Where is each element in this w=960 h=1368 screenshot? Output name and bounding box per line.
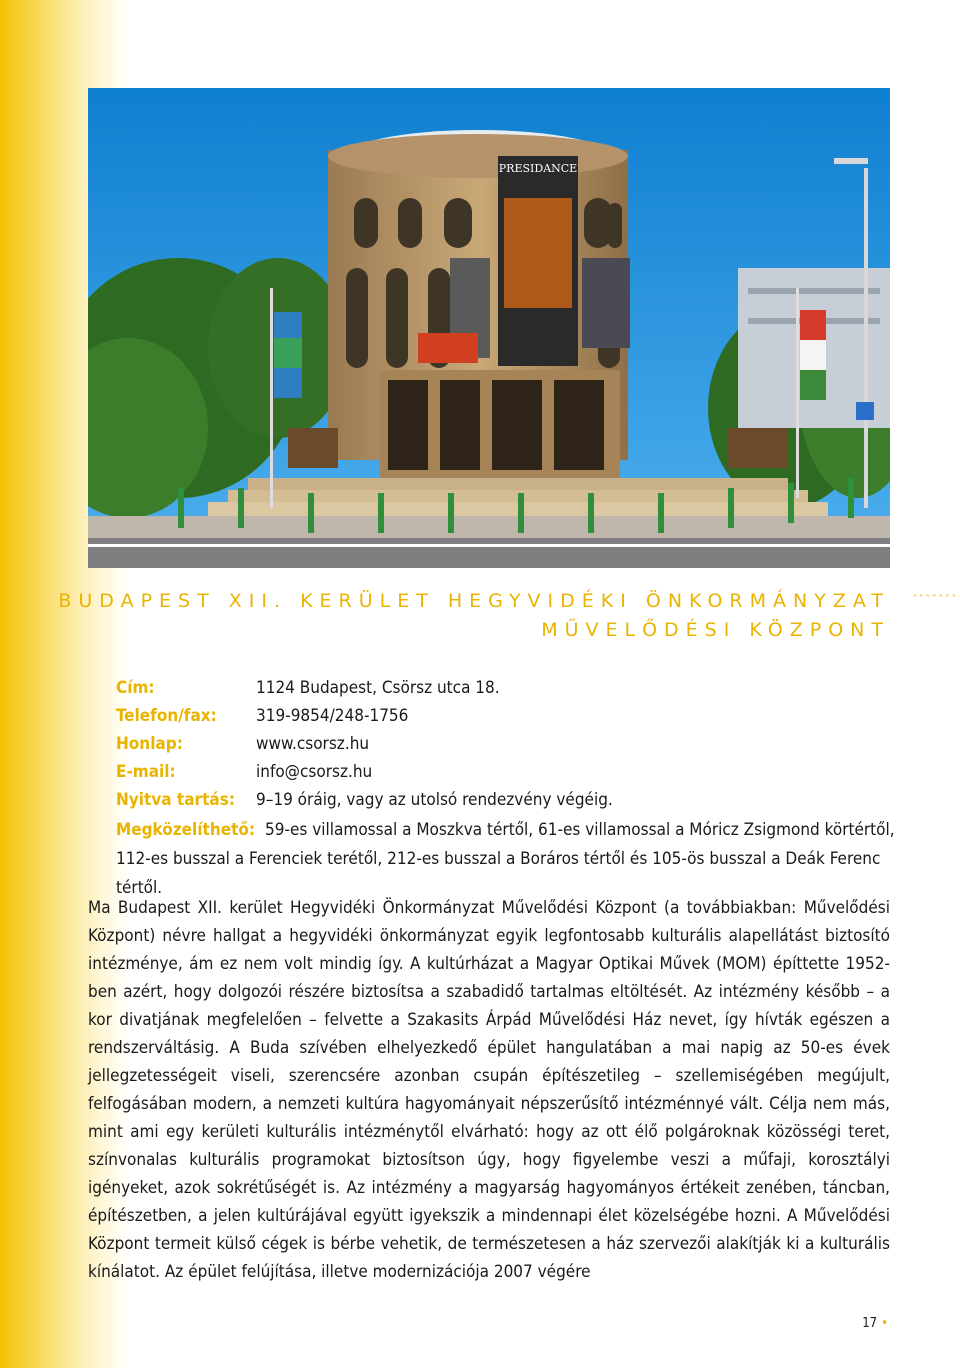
bullet-icon: • — [881, 1316, 888, 1331]
institution-title-line2: MŰVELŐDÉSI KÖZPONT — [541, 619, 890, 641]
contact-info — [116, 674, 906, 903]
title-decoration: ˄˅˄˅˄˅˄ — [912, 594, 958, 605]
page-number-value: 17 — [862, 1316, 878, 1331]
building-photo — [88, 88, 890, 568]
info-value: 59-es villamossal a Moszkva tértől, 61-es villamossal a Móricz Zsigmond körtértől, 112-es busszal a Ferenciek terétől, 212-es busszal a Boráros tértől és 105-ös busszal a Deák Ferenc tértől. — [116, 820, 895, 898]
info-label: Honlap: — [116, 734, 183, 754]
info-row-website — [116, 730, 906, 758]
info-row-address — [116, 674, 906, 702]
info-row-opening-hours — [116, 786, 906, 814]
page-number — [862, 1316, 888, 1331]
institution-title-line1: BUDAPEST XII. KERÜLET HEGYVIDÉKI ÖNKORMÁNYZAT — [58, 590, 890, 612]
banner-text: PRESIDANCE — [498, 162, 578, 175]
info-row-approach — [116, 816, 906, 903]
info-row-email — [116, 758, 906, 786]
info-value: 9–19 óráig, vagy az utolsó rendezvény végéig. — [256, 790, 613, 810]
info-label: Cím: — [116, 678, 155, 698]
email-link[interactable]: info@csorsz.hu — [256, 762, 373, 782]
info-value: 319-9854/248-1756 — [256, 706, 409, 726]
info-label: Nyitva tartás: — [116, 790, 235, 810]
info-label: Megközelíthető: — [116, 820, 256, 840]
article-body: Ma Budapest XII. kerület Hegyvidéki Önkormányzat Művelődési Központ (a továbbiakban: Művelődési Központ) névre hallgat a hegyvidéki önkormányzat egyik legfontosabb kulturális alapellátást biztosító intézménye, ám ez nem volt mindig így. A kultúrházat a Magyar Optikai Művek (MOM) építtette 1952-ben azért, hogy dolgozói részére biztosítsa a szabadidő tartalmas eltöltését. Az intézmény később – a kor divatjának megfelelően – felvette a Szakasits Árpád Művelődési Ház nevet, így hívták egészen a rendszerváltásig. A Buda szívében elhelyezkedő épület hangulatában a mai napig az 50-es évek jellegzetességeit viseli, szerencsére azonban csupán építészetileg – szellemiségében megújult, felfogásában modern, a nemzeti kultúra hagyományait népszerűsítő intézménnyé vált. Célja nem más, mint ami egy kerületi kulturális intézménytől elvárható: hogy az ott élő polgároknak közösségi teret, színvonalas kulturális programokat biztosítson úgy, hogy figyelembe veszi a műfaji, korosztályi igényeket, azok sokrétűségét is. Az intézmény a magyarság hagyományos értékeit zenében, táncban, építészetben, a jelen kultúrájával együtt igyekszik a mindennapi élet közelségébe hozni. A Művelődési Központ termeit külső cégek is bérbe vehetik, de természetesen a ház szervezői alakítják ki a kulturális kínálatot. Az épület felújítása, illetve modernizációja 2007 végére — [88, 898, 890, 1282]
info-label: Telefon/fax: — [116, 706, 217, 726]
info-row-phone — [116, 702, 906, 730]
info-value: 1124 Budapest, Csörsz utca 18. — [256, 678, 500, 698]
info-label: E-mail: — [116, 762, 176, 782]
website-link[interactable]: www.csorsz.hu — [256, 734, 370, 754]
